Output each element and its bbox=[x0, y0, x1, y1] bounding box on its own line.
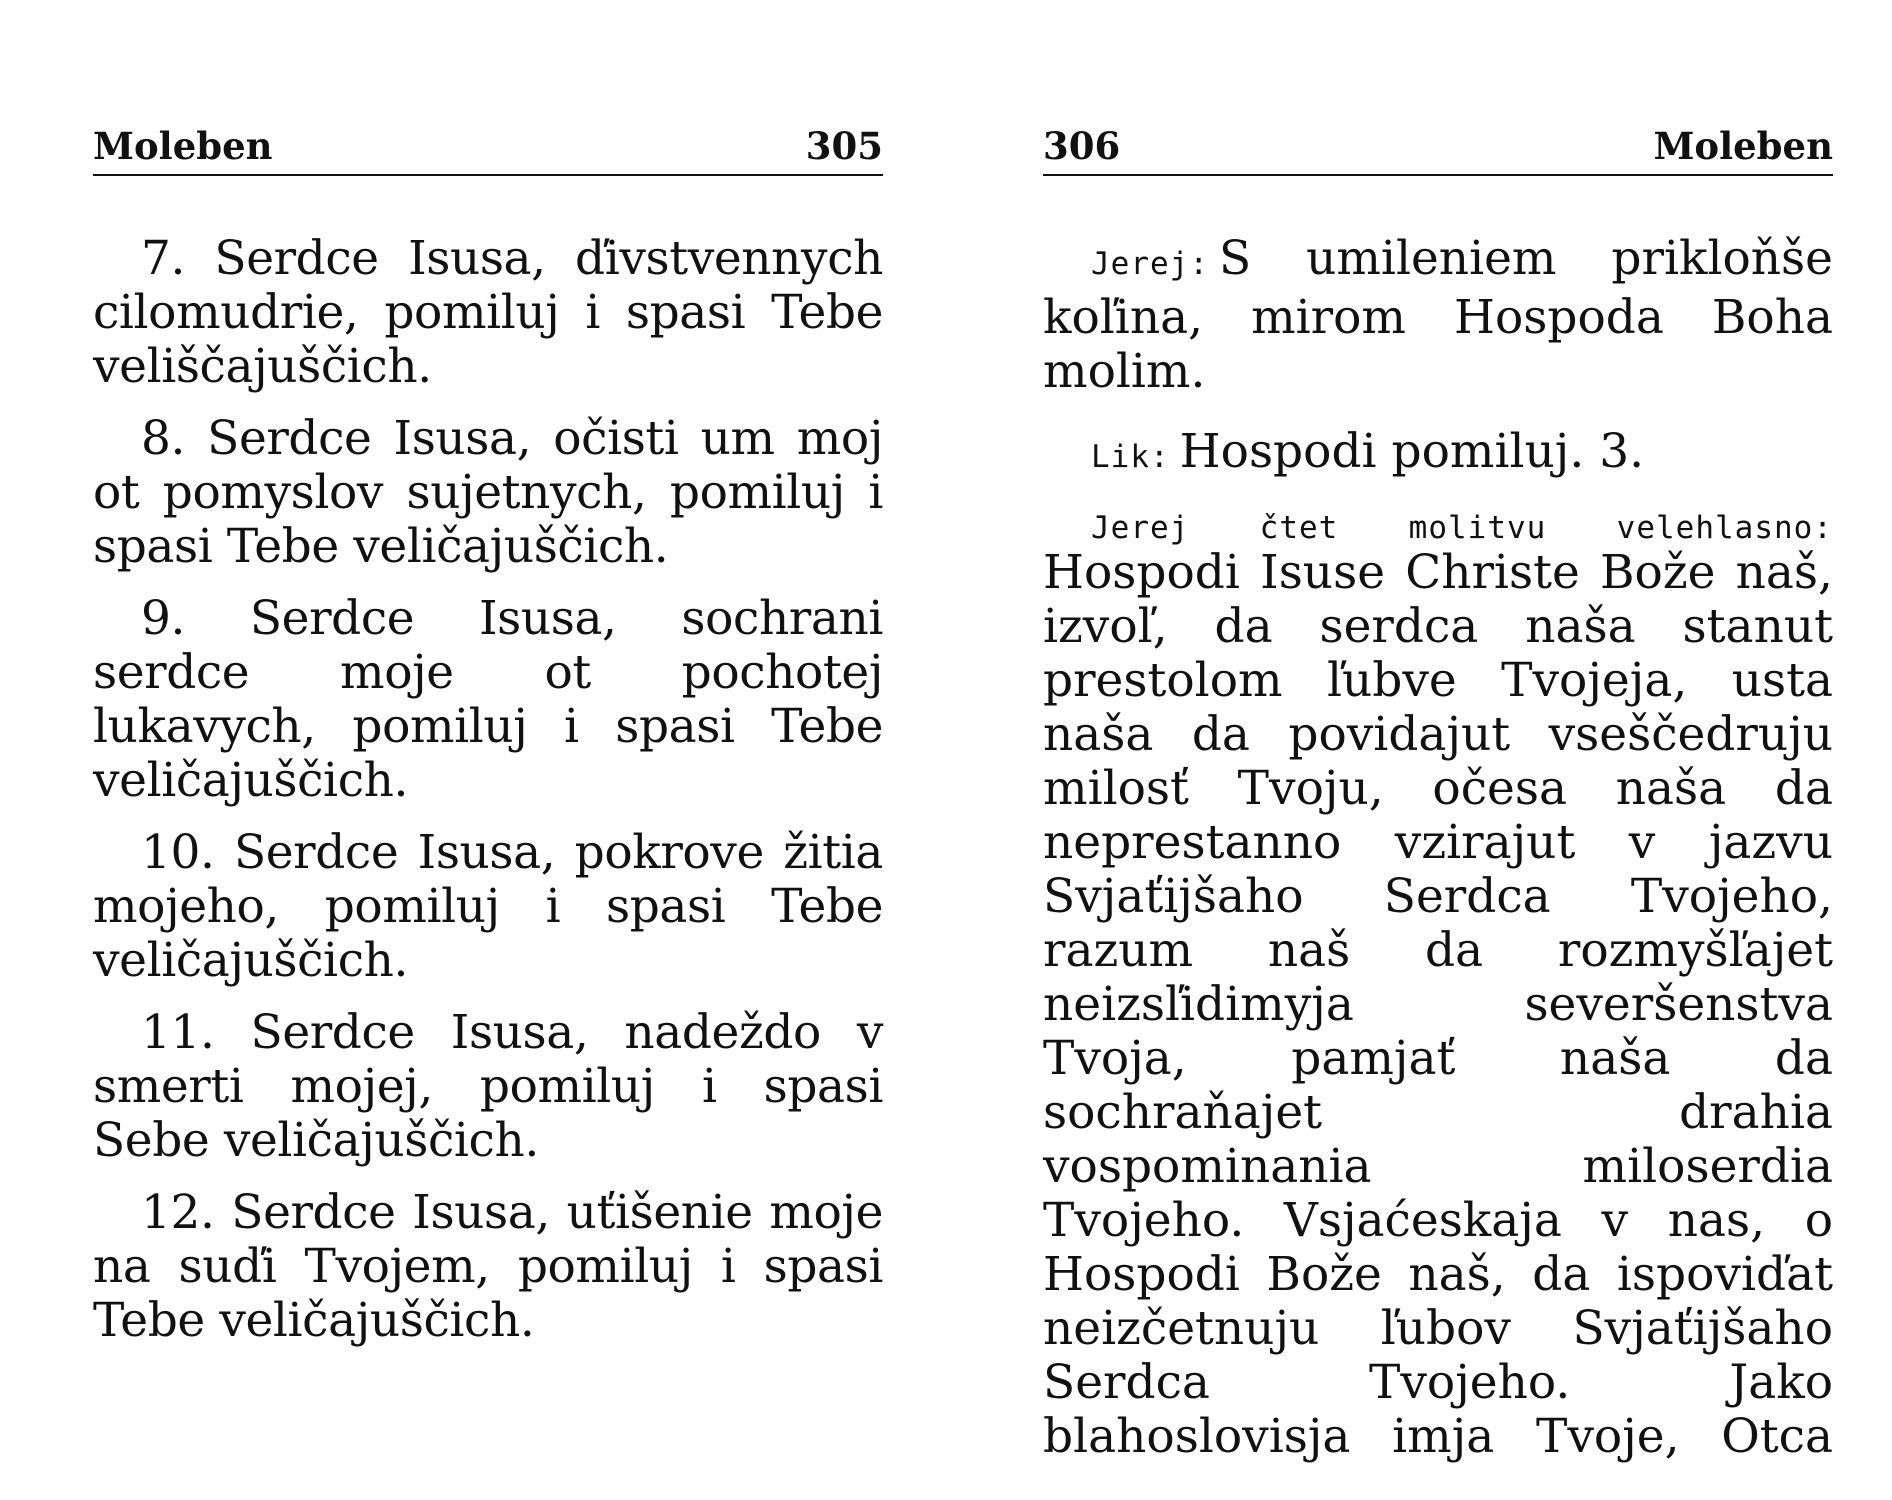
litany-item-text: Serdce Isusa, pokrove žitia mojeho, pomiluj i spasi Tebe veličajuščich. bbox=[93, 825, 883, 988]
priest-text: S umileniem prikloňše koľina, mirom Hospoda Boha molim. bbox=[1043, 231, 1833, 399]
right-header-title: Moleben bbox=[1653, 124, 1833, 168]
litany-item bbox=[93, 592, 883, 808]
priest-line bbox=[1043, 232, 1833, 399]
litany-item-text: Serdce Isusa, očisti um moj ot pomyslov sujetnych, pomiluj i spasi Tebe veličajuščich. bbox=[93, 411, 883, 574]
litany-item-number: 8. bbox=[141, 411, 186, 466]
speaker-label: Lik: bbox=[1091, 439, 1170, 475]
litany-item-number: 10. bbox=[141, 825, 215, 880]
left-page-number: 305 bbox=[805, 124, 883, 168]
speaker-label: Jerej: bbox=[1091, 246, 1209, 282]
litany-item bbox=[93, 1006, 883, 1168]
litany-item-text: Serdce Isusa, ďivstvennych cilomudrie, pomiluj i spasi Tebe veliščajuščich. bbox=[93, 231, 883, 394]
litany-item-number: 7. bbox=[141, 231, 186, 286]
right-page-number: 306 bbox=[1043, 124, 1121, 168]
litany-item-number: 9. bbox=[141, 591, 186, 646]
left-header-title: Moleben bbox=[93, 124, 273, 168]
choir-line bbox=[1043, 425, 1833, 484]
litany-item bbox=[93, 412, 883, 574]
left-page-body bbox=[93, 232, 883, 1366]
right-page bbox=[1043, 0, 1833, 1500]
litany-item-number: 12. bbox=[141, 1185, 215, 1240]
litany-item-number: 11. bbox=[141, 1005, 215, 1060]
left-page bbox=[93, 0, 883, 1500]
litany-item-text: Serdce Isusa, uťišenie moje na suďi Tvojem, pomiluj i spasi Tebe veličajuščich. bbox=[93, 1185, 884, 1348]
litany-item-text: Serdce Isusa, sochrani serdce moje ot pochotej lukavych, pomiluj i spasi Tebe veličajuščich. bbox=[93, 591, 883, 808]
rubric-instruction bbox=[1043, 510, 1833, 546]
rubric-word: Jerej bbox=[1091, 510, 1190, 546]
litany-item bbox=[93, 1186, 883, 1348]
rubric-word: molitvu bbox=[1408, 510, 1547, 546]
right-running-header bbox=[1043, 118, 1833, 176]
rubric-word: čtet bbox=[1259, 510, 1339, 546]
choir-text: Hospodi pomiluj. 3. bbox=[1179, 424, 1645, 479]
litany-item-text: Serdce Isusa, nadeždo v smerti mojej, pomiluj i spasi Sebe veličajuščich. bbox=[93, 1005, 884, 1168]
rubric-word: velehlasno: bbox=[1616, 510, 1833, 546]
prayer-text: Hospodi Isuse Christe Bože naš, izvoľ, da serdca naša stanut prestolom ľubve Tvojeja, usta naša da povidajut vseščedruju milosť Tvoju, očesa naša da neprestanno vzirajut v jazvu Svjaťijšaho Serdca Tvojeho, razum naš da rozmyšľajet neizsľidimyja severšenstva Tvoja, pamjať naša da sochraňajet drahia vospominania miloserdia Tvojeho. Vsjaćeskaja v nas, o Hospodi Bože naš, da ispoviďat neizčetnuju ľubov Svjaťijšaho Serdca Tvojeho. Jako blahoslovisja imja Tvoje, Otca bbox=[1043, 545, 1833, 1464]
litany-item bbox=[93, 826, 883, 988]
left-running-header bbox=[93, 118, 883, 176]
litany-item bbox=[93, 232, 883, 394]
right-page-body bbox=[1043, 232, 1833, 1464]
